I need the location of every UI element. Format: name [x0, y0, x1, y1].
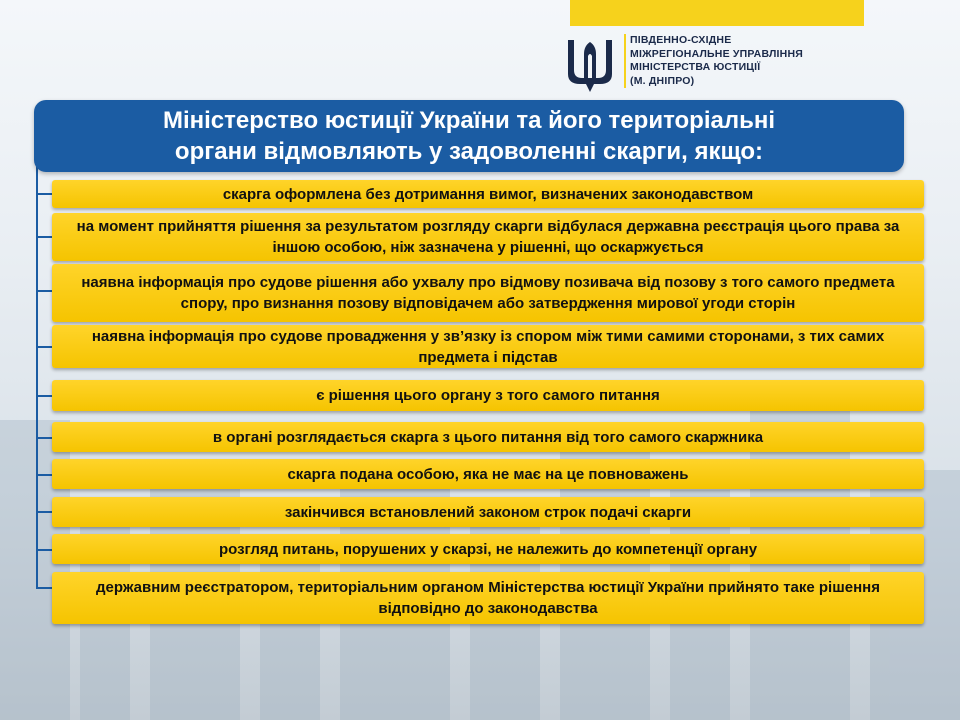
- list-item: розгляд питань, порушених у скарзі, не належить до компетенції органу: [52, 534, 924, 564]
- list-item: наявна інформація про судове провадження у зв’язку із спором між тими самими сторонами, з тих самих предмета і підстав: [52, 325, 924, 368]
- list-item: скарга оформлена без дотримання вимог, визначених законодавством: [52, 180, 924, 208]
- list-item: закінчився встановлений законом строк подачі скарги: [52, 497, 924, 527]
- trident-icon: [564, 34, 616, 94]
- list-item: є рішення цього органу з того самого питання: [52, 380, 924, 411]
- title-line-2: органи відмовляють у задоволенні скарги, якщо:: [174, 138, 764, 165]
- list-item: державним реєстратором, територіальним органом Міністерства юстиції України прийнято таке рішення відповідно до законодавства: [52, 572, 924, 624]
- logo-line-2: МІЖРЕГІОНАЛЬНЕ УПРАВЛІННЯ: [630, 47, 803, 60]
- tree-connector-line: [36, 140, 38, 588]
- ministry-logo: [564, 34, 864, 98]
- top-accent-bar: [570, 0, 864, 26]
- page-title: [34, 100, 904, 172]
- title-line-1: Міністерство юстиції України та його територіальні: [162, 107, 776, 134]
- logo-line-4: (М. ДНІПРО): [630, 74, 695, 87]
- ministry-logo-text: [624, 34, 870, 88]
- list-item: на момент прийняття рішення за результатом розгляду скарги відбулася державна реєстрація цього права за іншою особою, ніж зазначена у рішенні, що оскаржується: [52, 213, 924, 261]
- logo-line-1: ПІВДЕННО-СХІДНЕ: [630, 34, 732, 46]
- list-item: скарга подана особою, яка не має на це повноважень: [52, 459, 924, 489]
- logo-line-3: МІНІСТЕРСТВА ЮСТИЦІЇ: [630, 61, 761, 73]
- list-item: в органі розглядається скарга з цього питання від того самого скаржника: [52, 422, 924, 452]
- list-item: наявна інформація про судове рішення або ухвалу про відмову позивача від позову з того самого предмета спору, про визнання позову відповідачем або затвердження мирової угоди сторін: [52, 264, 924, 322]
